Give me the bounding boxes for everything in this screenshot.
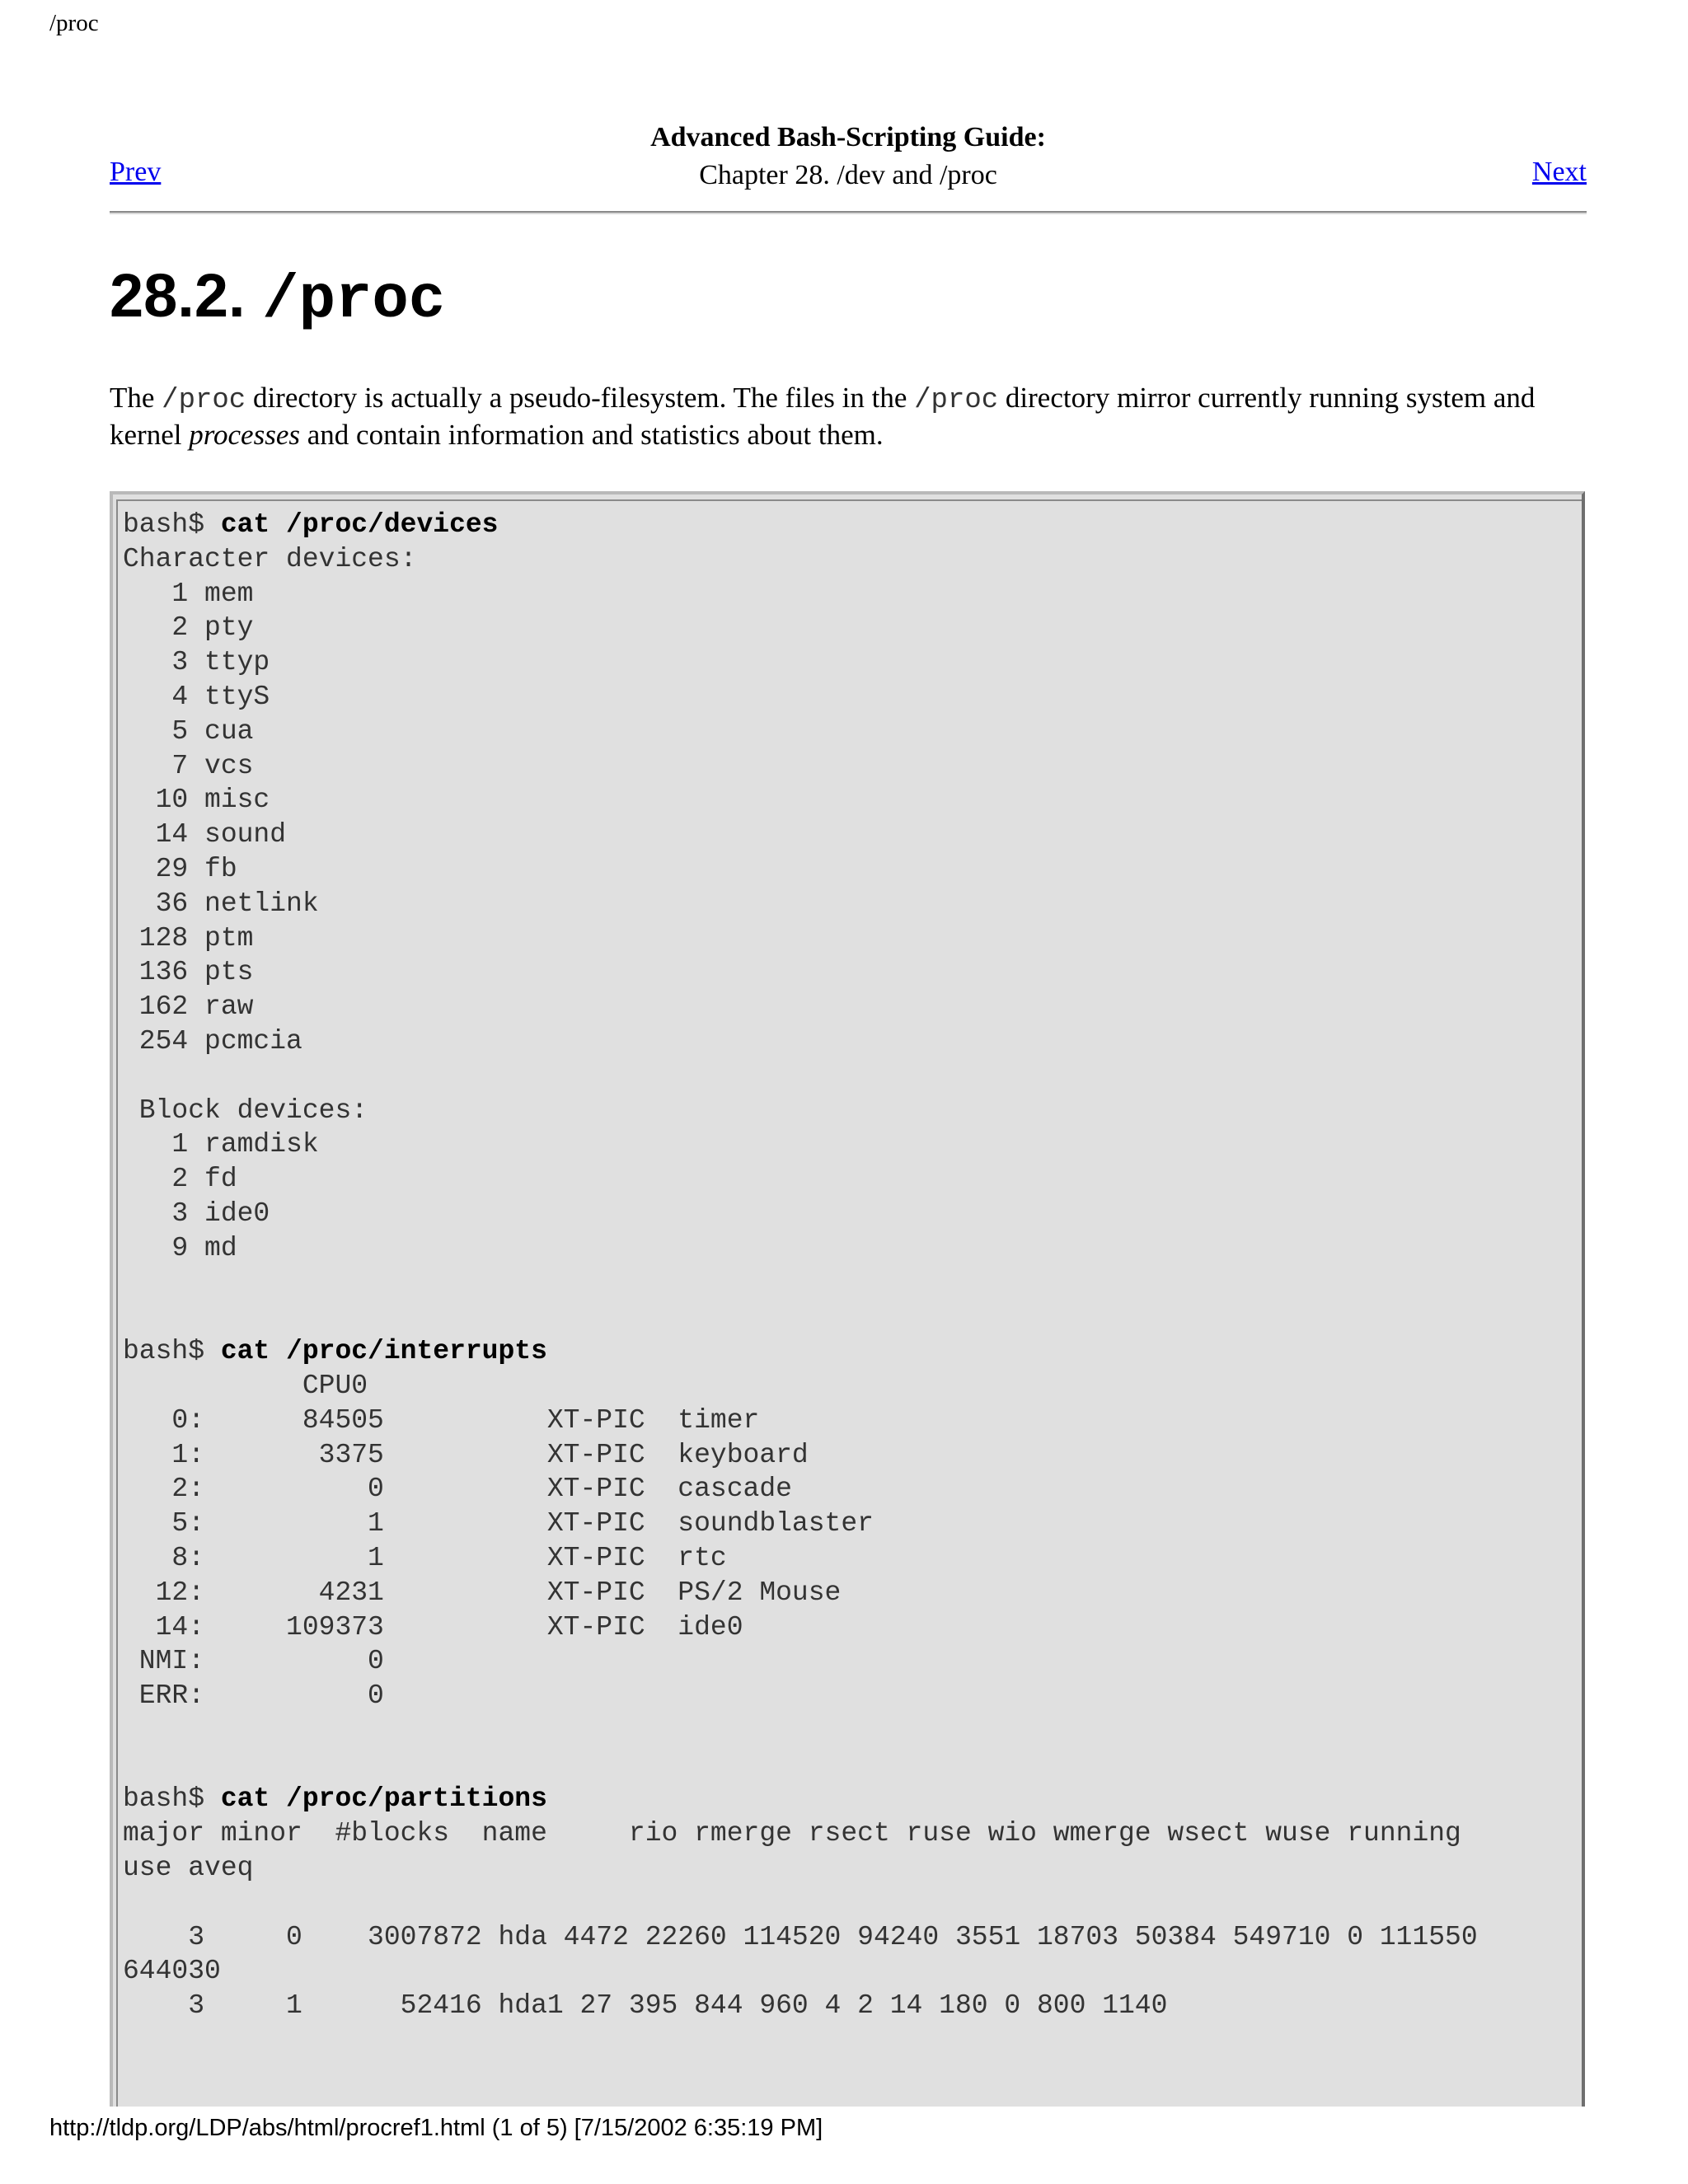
prompt: bash$ xyxy=(123,1336,221,1367)
section-title xyxy=(110,262,445,335)
intro-code-2: /proc xyxy=(914,385,999,416)
intro-text-3: directory mirror currently running system and kernel xyxy=(110,382,1536,451)
command: cat /proc/interrupts xyxy=(220,1336,547,1367)
intro-code-1: /proc xyxy=(162,385,246,416)
terminal-screen xyxy=(110,491,1585,2107)
prompt: bash$ xyxy=(123,1783,221,1815)
intro-emphasis: processes xyxy=(189,419,300,451)
command-output: major minor #blocks name rio rmerge rsect ruse wio wmerge wsect wuse running use aveq 3 0 3007872 hda 4472 22260 114520 94240 3551 18703 50384 549710 0 111550 644030 3 1 52416 hda1 27 395 844 960 4 2 14 180 0 800 1140 xyxy=(123,1818,1478,2022)
intro-text-1: The xyxy=(110,382,162,414)
section-title-code: /proc xyxy=(262,266,446,335)
command-output: Character devices: 1 mem 2 pty 3 ttyp 4 ttyS 5 cua 7 vcs 10 misc 14 sound 29 fb 36 netlink 128 ptm 136 pts 162 raw 254 pcmcia Block devices: 1 ramdisk 2 fd 3 ide0 9 md xyxy=(123,543,417,1263)
terminal-output xyxy=(123,508,1478,2023)
chapter-title: Chapter 28. /dev and /proc xyxy=(699,160,997,190)
next-link[interactable]: Next xyxy=(1531,157,1587,187)
print-footer: http://tldp.org/LDP/abs/html/procref1.html (1 of 5) [7/15/2002 6:35:19 PM] xyxy=(49,2115,823,2141)
header-divider xyxy=(110,211,1587,214)
intro-text-4: and contain information and statistics about them. xyxy=(300,419,884,451)
command: cat /proc/devices xyxy=(220,509,499,540)
command: cat /proc/partitions xyxy=(220,1783,547,1815)
print-header: /proc xyxy=(49,10,99,36)
intro-text-2: directory is actually a pseudo-filesystem. The files in the xyxy=(246,382,915,414)
terminal-inner xyxy=(116,499,1582,2107)
intro-paragraph xyxy=(110,381,1587,452)
nav-header xyxy=(110,122,1587,214)
prompt: bash$ xyxy=(123,509,221,540)
prev-link[interactable]: Prev xyxy=(110,157,162,187)
guide-title: Advanced Bash-Scripting Guide: xyxy=(650,122,1046,152)
section-number: 28.2. xyxy=(110,261,246,330)
command-output: CPU0 0: 84505 XT-PIC timer 1: 3375 XT-PIC keyboard 2: 0 XT-PIC cascade 5: 1 XT-PIC soundblaster 8: 1 XT-PIC rtc 12: 4231 XT-PIC PS/2 Mouse 14: 109373 XT-PIC ide0 NMI: 0 ERR: 0 xyxy=(138,1370,874,1712)
